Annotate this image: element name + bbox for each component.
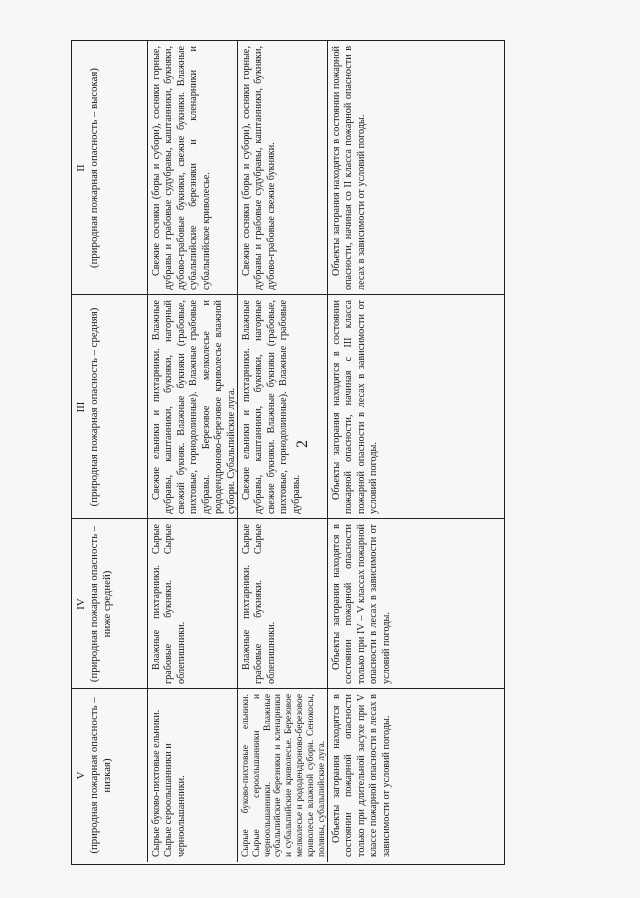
class-label: III (природная пожарная опасность – средняя) (75, 307, 101, 507)
class-cell (72, 295, 148, 518)
forest-types-text: Сырые буково-пихтовые ельники. Сырые сероольшанники и черноольшанники. (151, 709, 187, 857)
forest-types-text: Свежие ельники и пихтарники. Влажные дубравы, каштанники, букняки, нагорный свежий букняк. Влажные букняки (грабовые, пихтовые, горнодолинные). Влажные грабовые дубравы. Березовое мелколесье и рододендроново-березовое криволесье влажной субори. Субальпийские луга. (151, 300, 237, 514)
forest-types-cell (148, 41, 238, 294)
forest-types-cell (148, 519, 238, 688)
class-label: IV (природная пожарная опасность – ниже средней) (75, 525, 114, 683)
forest-types-cell (148, 689, 238, 862)
forest-types-2-cell (238, 41, 328, 294)
class-cell (72, 41, 148, 294)
class-label: II (природная пожарная опасность – высокая) (75, 68, 101, 268)
objects-cell (328, 41, 504, 294)
forest-types-2-text: Влажные пихтарники. Сырые грабовые букняки. Сырые облепишники. (241, 524, 277, 684)
objects-text: Объекты загорания находятся в состоянии пожарной опасности, начиная со II класса пожарной опасности в лесах в зависимости от условий погоды. (331, 46, 367, 290)
forest-types-text: Влажные пихтарники. Сырые грабовые букняки. Сырые облепишники. (151, 524, 187, 684)
fire-danger-table (71, 40, 505, 865)
table-row (72, 41, 504, 295)
class-cell (72, 519, 148, 688)
objects-cell (328, 519, 504, 688)
objects-cell (328, 689, 504, 862)
page-number: 2 (294, 440, 311, 448)
forest-types-text: Свежие сосняки (боры и субори), сосняки горные, дубравы и грабовые судубравы, каштанники, букняки, дубово-грабовые букняки, свежие букняки. Влажные субальпийские березняки и кленарники и субальпийское криволесье. (151, 46, 212, 290)
table-row (72, 689, 504, 862)
table-row (72, 519, 504, 689)
forest-types-2-cell (238, 519, 328, 688)
forest-types-2-cell (238, 689, 328, 862)
forest-types-2-text: Свежие сосняки (боры и субори), сосняки горные, дубравы и грабовые судубравы, каштанники, букняки, дубово-грабовые свежие букняки. (241, 46, 277, 290)
class-label: V (природная пожарная опасность – низкая) (75, 697, 114, 854)
forest-types-2-cell (238, 295, 328, 518)
class-cell (72, 689, 148, 862)
objects-text: Объекты загорания находятся в состоянии пожарной опасности, начиная с III класса пожарной опасности в лесах в зависимости от условий погоды. (331, 300, 380, 514)
table-row (72, 295, 504, 519)
objects-text: Объекты загорания находятся в состоянии пожарной опасности только при IV – V классах пожарной опасности в лесах в зависимости от условий погоды. (331, 524, 392, 684)
forest-types-2-text: Свежие ельники и пихтарники. Влажные дубравы, каштанники, букняки, нагорные свежие букняки. Влажные букняки (грабовые, пихтовые, горнодолинные). Влажные грабовые дубравы. (241, 300, 302, 514)
objects-text: Объекты загорания находятся в состоянии пожарной опасности только при длительной засухе при V классе пожарной опасности в лесах в зависимости от условий погоды. (331, 694, 392, 857)
forest-types-cell (148, 295, 238, 518)
forest-types-2-text: Сырые буково-пихтовые ельники. Сырые сероольшанники и черноольшанники. Влажные субальпийские березняки и кленарники и субальпийские криволесье. Березовое мелколесье и рододендроново-березовое криволесье влажной субори. Сенокосы, поляны, субальпийские луга. (241, 694, 327, 857)
objects-cell (328, 295, 504, 518)
